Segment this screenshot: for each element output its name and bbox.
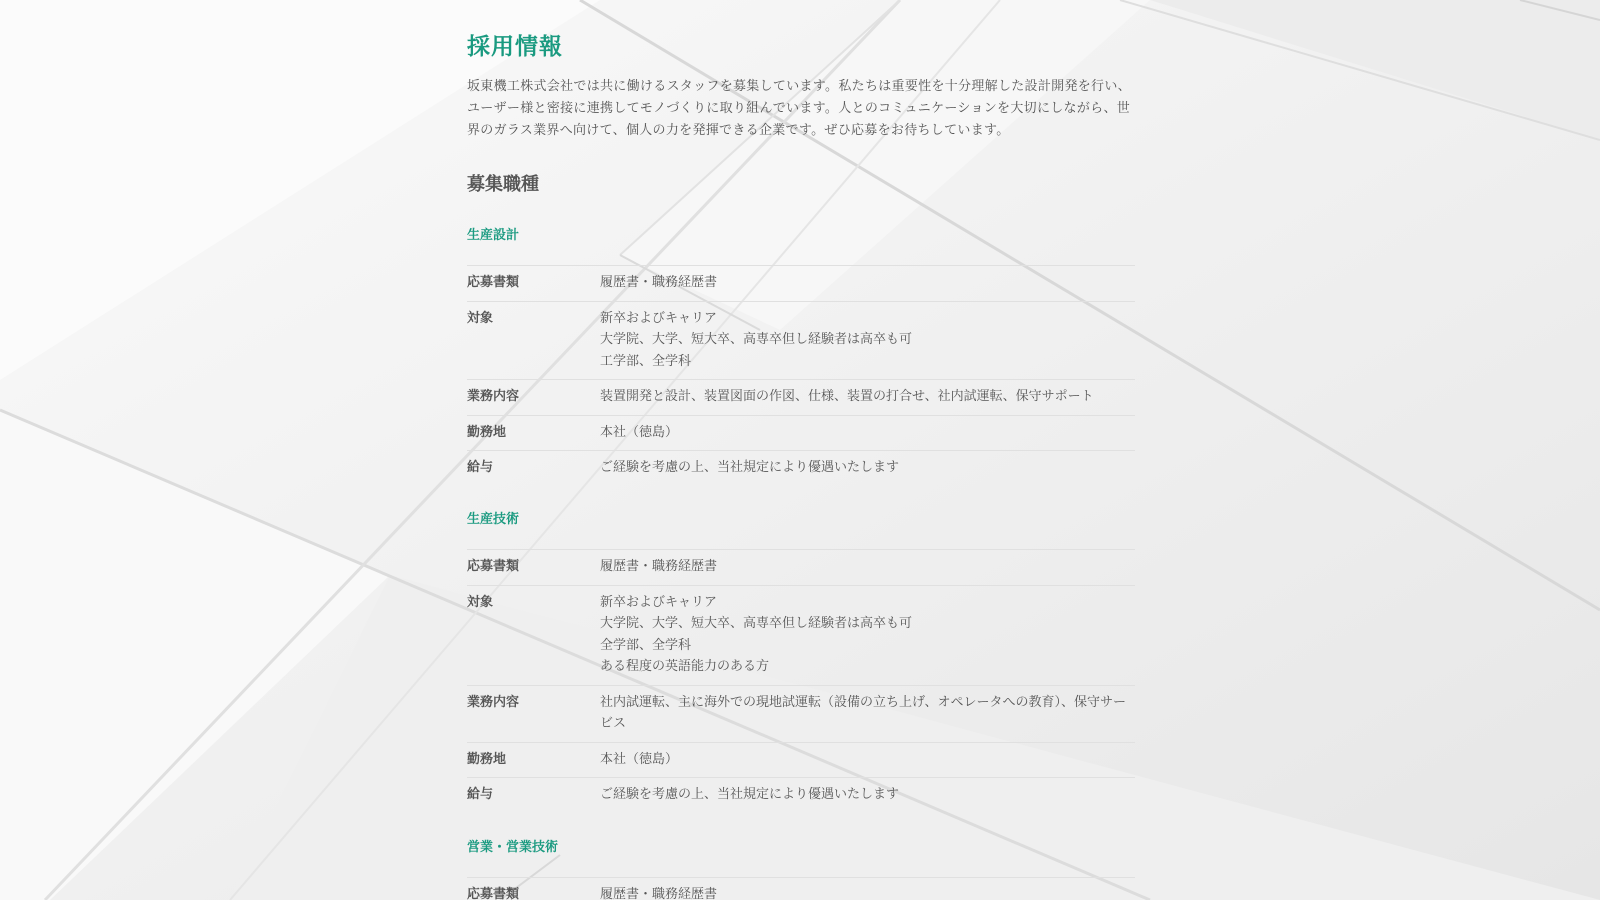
- table-row: [467, 550, 1135, 586]
- table-row: [467, 380, 1135, 416]
- row-value-line: 装置開発と設計、装置図面の作図、仕様、装置の打合せ、社内試運転、保守サポート: [600, 389, 1094, 404]
- row-value-line: 本社（徳島）: [600, 751, 679, 767]
- row-value-line: ご経験を考慮の上、当社規定により優遇いたします: [600, 460, 900, 475]
- row-value: [600, 272, 1135, 294]
- job-sales-engineering: [467, 838, 1135, 900]
- row-value: [600, 556, 1135, 578]
- row-label: 勤務地: [467, 424, 507, 440]
- job-production-engineering: [467, 510, 1135, 813]
- row-value-line: ご経験を考慮の上、当社規定により優遇いたします: [600, 787, 900, 802]
- row-label: 勤務地: [467, 751, 507, 767]
- row-label: 応募書類: [467, 887, 520, 900]
- row-value: [600, 308, 1135, 373]
- row-value-line: 全学部、全学科: [600, 637, 692, 653]
- table-row: [467, 878, 1135, 900]
- row-value-line: 社内試運転、主に海外での現地試運転（設備の立ち上げ、オペレータへの教育）、保守サービス: [600, 694, 1126, 731]
- row-value-line: 履歴書・職務経歴書: [600, 887, 718, 900]
- row-label: 対象: [467, 594, 494, 610]
- row-value: [600, 749, 1135, 771]
- section-heading-positions: 募集職種: [467, 174, 539, 195]
- row-value: [600, 692, 1135, 735]
- job-title: 営業・営業技術: [467, 840, 559, 855]
- row-value: [600, 457, 1135, 479]
- row-value-line: 履歴書・職務経歴書: [600, 275, 718, 290]
- row-value-line: 新卒およびキャリア: [600, 310, 718, 326]
- row-value: [600, 422, 1135, 444]
- row-value-line: 大学院、大学、短大卒、高専卒但し経験者は高卒も可: [600, 616, 913, 631]
- row-label: 応募書類: [467, 275, 520, 290]
- row-label: 給与: [467, 460, 494, 475]
- table-row: [467, 266, 1135, 302]
- job-details-table: [467, 265, 1135, 486]
- table-row: [467, 416, 1135, 452]
- row-label: 応募書類: [467, 559, 520, 574]
- intro-text: 坂東機工株式会社では共に働けるスタッフを募集しています。私たちは重要性を十分理解した設計開発を行い、ユーザー様と密接に連携してモノづくりに取り組んでいます。人とのコミュニケーションを大切にしながら、世界のガラス業界へ向けて、個人の力を発揮できる企業です。ぜひ応募をお待ちしています。: [467, 79, 1131, 138]
- job-production-design: [467, 226, 1135, 486]
- table-row: [467, 686, 1135, 743]
- table-row: [467, 586, 1135, 686]
- row-value: [600, 784, 1135, 806]
- table-row: [467, 302, 1135, 381]
- job-details-table: [467, 549, 1135, 813]
- row-value-line: 新卒およびキャリア: [600, 594, 718, 610]
- row-value: [600, 884, 1135, 900]
- row-value-line: 大学院、大学、短大卒、高専卒但し経験者は高卒も可: [600, 332, 913, 347]
- table-row: [467, 451, 1135, 486]
- table-row: [467, 778, 1135, 813]
- row-value-line: 履歴書・職務経歴書: [600, 559, 718, 574]
- job-details-table: [467, 877, 1135, 900]
- row-value-line: 本社（徳島）: [600, 424, 679, 440]
- row-value-line: ある程度の英語能力のある方: [600, 659, 770, 674]
- job-title: 生産設計: [467, 228, 520, 243]
- page-title: 採用情報: [467, 34, 563, 60]
- row-value: [600, 386, 1135, 408]
- row-label: 給与: [467, 787, 494, 802]
- row-label: 業務内容: [467, 694, 520, 710]
- row-value-line: 工学部、全学科: [600, 353, 692, 369]
- row-value: [600, 592, 1135, 678]
- job-title: 生産技術: [467, 512, 520, 527]
- row-label: 業務内容: [467, 389, 520, 404]
- table-row: [467, 743, 1135, 779]
- row-label: 対象: [467, 310, 494, 326]
